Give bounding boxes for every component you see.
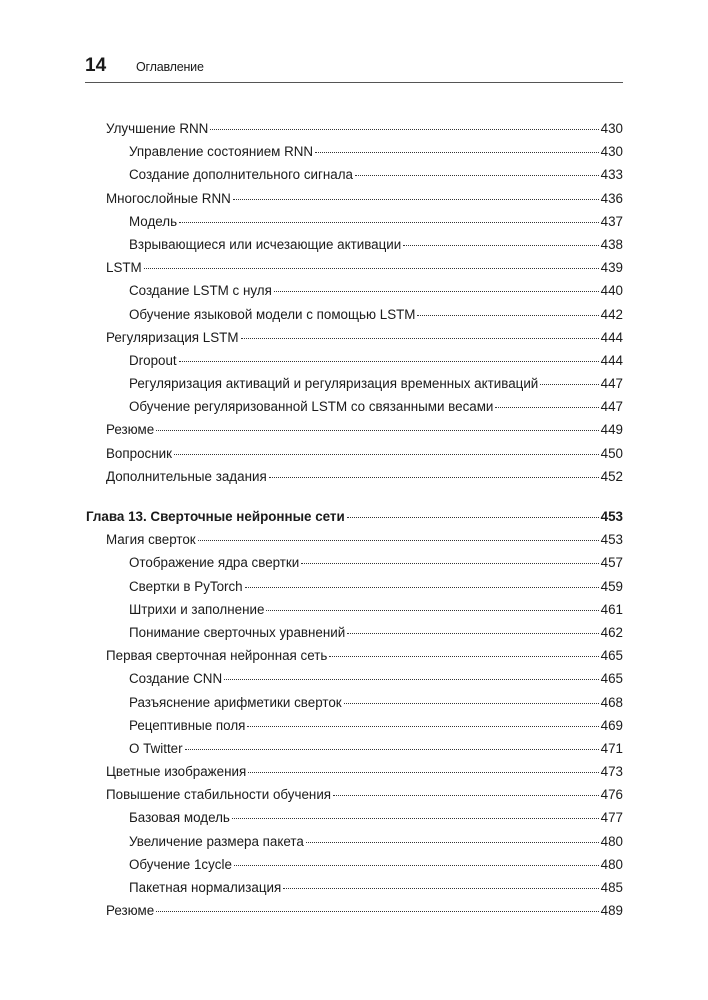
dot-leader bbox=[248, 769, 598, 773]
toc-entry bbox=[86, 117, 623, 140]
toc-entry-title: Dropout bbox=[129, 352, 177, 368]
toc-entry-page: 440 bbox=[600, 283, 623, 299]
toc-entry-title: Разъяснение арифметики сверток bbox=[129, 694, 342, 710]
toc-entry bbox=[86, 303, 623, 326]
dot-leader bbox=[274, 288, 599, 292]
dot-leader bbox=[315, 149, 599, 153]
dot-leader bbox=[283, 885, 598, 889]
toc-entry-title: Рецептивные поля bbox=[129, 717, 246, 733]
toc-entry-title: Модель bbox=[129, 213, 178, 229]
toc-entry-page: 447 bbox=[600, 376, 623, 392]
toc-entry bbox=[86, 551, 623, 574]
toc-entry-page: 439 bbox=[600, 260, 623, 276]
toc-entry bbox=[86, 233, 623, 256]
dot-leader bbox=[347, 630, 598, 634]
toc-entry bbox=[86, 395, 623, 418]
toc-entry-title: Свертки в PyTorch bbox=[129, 578, 243, 594]
toc-entry-title: Базовая модель bbox=[129, 810, 230, 826]
toc-entry-title: Резюме bbox=[106, 422, 155, 438]
toc-section-continued bbox=[86, 117, 623, 488]
table-of-contents bbox=[86, 117, 623, 922]
toc-entry-page: 447 bbox=[600, 399, 623, 415]
toc-section-chapter-13 bbox=[86, 528, 623, 922]
dot-leader bbox=[179, 219, 599, 223]
toc-entry-title: Повышение стабильности обучения bbox=[106, 787, 332, 803]
toc-entry-title: Вопросник bbox=[106, 445, 172, 461]
toc-entry-page: 465 bbox=[600, 648, 623, 664]
toc-entry-page: 462 bbox=[600, 624, 623, 640]
dot-leader bbox=[234, 862, 599, 866]
toc-entry-title: Цветные изображения bbox=[106, 764, 247, 780]
toc-entry bbox=[86, 691, 623, 714]
toc-entry bbox=[86, 806, 623, 829]
toc-entry-page: 489 bbox=[600, 903, 623, 919]
toc-entry bbox=[86, 326, 623, 349]
dot-leader bbox=[241, 335, 599, 339]
toc-entry-title: Резюме bbox=[106, 903, 155, 919]
toc-entry bbox=[86, 163, 623, 186]
toc-entry-title: Управление состоянием RNN bbox=[129, 144, 314, 160]
toc-entry-page: 453 bbox=[600, 532, 623, 548]
toc-entry-page: 430 bbox=[600, 144, 623, 160]
dot-leader bbox=[355, 172, 599, 176]
toc-entry-page: 476 bbox=[600, 787, 623, 803]
toc-chapter-entry bbox=[86, 505, 623, 528]
dot-leader bbox=[224, 676, 599, 680]
dot-leader bbox=[329, 653, 598, 657]
toc-entry-title: Отображение ядра свертки bbox=[129, 555, 300, 571]
toc-entry-title: Обучение языковой модели с помощью LSTM bbox=[129, 306, 416, 322]
toc-entry bbox=[86, 714, 623, 737]
chapter-page-number: 453 bbox=[600, 509, 623, 524]
toc-entry-title: Обучение регуляризованной LSTM со связанными весами bbox=[129, 399, 494, 415]
dot-leader bbox=[174, 451, 599, 455]
running-title: Оглавление bbox=[136, 60, 204, 74]
section-gap bbox=[86, 488, 623, 505]
toc-entry-page: 433 bbox=[600, 167, 623, 183]
toc-entry bbox=[86, 349, 623, 372]
toc-entry-page: 457 bbox=[600, 555, 623, 571]
toc-entry-page: 430 bbox=[600, 121, 623, 136]
toc-entry bbox=[86, 621, 623, 644]
toc-entry-title: Регуляризация активаций и регуляризация временных активаций bbox=[129, 376, 539, 392]
dot-leader bbox=[210, 126, 598, 130]
toc-entry-title: Взрывающиеся или исчезающие активации bbox=[129, 236, 402, 252]
toc-entry bbox=[86, 279, 623, 302]
toc-entry-page: 459 bbox=[600, 578, 623, 594]
toc-entry-title: Увеличение размера пакета bbox=[129, 833, 304, 849]
dot-leader bbox=[495, 404, 598, 408]
toc-entry-page: 452 bbox=[600, 468, 623, 484]
toc-entry bbox=[86, 760, 623, 783]
dot-leader bbox=[301, 560, 598, 564]
dot-leader bbox=[333, 792, 599, 796]
toc-entry bbox=[86, 899, 623, 922]
toc-entry bbox=[86, 528, 623, 551]
toc-entry-title: LSTM bbox=[106, 260, 142, 276]
toc-entry bbox=[86, 876, 623, 899]
dot-leader bbox=[198, 537, 599, 541]
toc-entry-title: Создание CNN bbox=[129, 671, 223, 687]
toc-entry-page: 468 bbox=[600, 694, 623, 710]
dot-leader bbox=[417, 312, 598, 316]
toc-entry-title: Создание LSTM с нуля bbox=[129, 283, 272, 299]
dot-leader bbox=[540, 381, 598, 385]
toc-entry-page: 442 bbox=[600, 306, 623, 322]
toc-entry-page: 450 bbox=[600, 445, 623, 461]
dot-leader bbox=[144, 265, 599, 269]
toc-entry-title: Создание дополнительного сигнала bbox=[129, 167, 354, 183]
dot-leader bbox=[247, 723, 598, 727]
toc-entry bbox=[86, 853, 623, 876]
toc-entry-page: 437 bbox=[600, 213, 623, 229]
toc-entry-title: Улучшение RNN bbox=[106, 121, 209, 136]
toc-entry-page: 477 bbox=[600, 810, 623, 826]
toc-entry bbox=[86, 256, 623, 279]
dot-leader bbox=[156, 427, 598, 431]
page-number: 14 bbox=[85, 55, 107, 76]
dot-leader bbox=[232, 815, 599, 819]
toc-entry-title: Штрихи и заполнение bbox=[129, 601, 265, 617]
toc-entry-title: Регуляризация LSTM bbox=[106, 329, 239, 345]
toc-entry-page: 436 bbox=[600, 190, 623, 206]
dot-leader bbox=[266, 607, 598, 611]
toc-entry bbox=[86, 372, 623, 395]
toc-entry bbox=[86, 418, 623, 441]
dot-leader bbox=[344, 700, 599, 704]
toc-entry-page: 438 bbox=[600, 236, 623, 252]
dot-leader bbox=[306, 839, 599, 843]
toc-entry-page: 461 bbox=[600, 601, 623, 617]
toc-entry bbox=[86, 830, 623, 853]
toc-entry-title: Первая сверточная нейронная сеть bbox=[106, 648, 328, 664]
toc-entry bbox=[86, 667, 623, 690]
dot-leader bbox=[156, 908, 598, 912]
toc-entry-page: 480 bbox=[600, 833, 623, 849]
toc-entry bbox=[86, 783, 623, 806]
toc-entry bbox=[86, 187, 623, 210]
toc-entry-page: 485 bbox=[600, 880, 623, 895]
dot-leader bbox=[233, 196, 599, 200]
toc-entry-title: Дополнительные задания bbox=[106, 468, 267, 484]
dot-leader bbox=[245, 584, 599, 588]
toc-entry-page: 471 bbox=[600, 740, 623, 756]
toc-entry bbox=[86, 575, 623, 598]
toc-entry-page: 469 bbox=[600, 717, 623, 733]
toc-entry-title: Понимание сверточных уравнений bbox=[129, 624, 346, 640]
toc-entry bbox=[86, 598, 623, 621]
dot-leader bbox=[347, 514, 599, 518]
toc-entry-title: Обучение 1cycle bbox=[129, 856, 232, 872]
toc-entry-title: Магия сверток bbox=[106, 532, 196, 548]
toc-entry-page: 449 bbox=[600, 422, 623, 438]
dot-leader bbox=[403, 242, 598, 246]
toc-entry bbox=[86, 140, 623, 163]
toc-entry-title: Пакетная нормализация bbox=[129, 880, 282, 895]
toc-entry bbox=[86, 465, 623, 488]
toc-entry-title: О Twitter bbox=[129, 740, 183, 756]
toc-entry bbox=[86, 644, 623, 667]
toc-entry bbox=[86, 737, 623, 760]
toc-entry-page: 473 bbox=[600, 764, 623, 780]
dot-leader bbox=[269, 474, 599, 478]
chapter-title: Глава 13. Сверточные нейронные сети bbox=[86, 509, 345, 524]
toc-entry bbox=[86, 210, 623, 233]
toc-entry-title: Многослойные RNN bbox=[106, 190, 231, 206]
toc-entry bbox=[86, 442, 623, 465]
toc-entry-page: 480 bbox=[600, 856, 623, 872]
page-header bbox=[85, 54, 623, 83]
dot-leader bbox=[185, 746, 599, 750]
toc-entry-page: 444 bbox=[600, 329, 623, 345]
toc-entry-page: 465 bbox=[600, 671, 623, 687]
toc-entry-page: 444 bbox=[600, 352, 623, 368]
dot-leader bbox=[179, 358, 599, 362]
